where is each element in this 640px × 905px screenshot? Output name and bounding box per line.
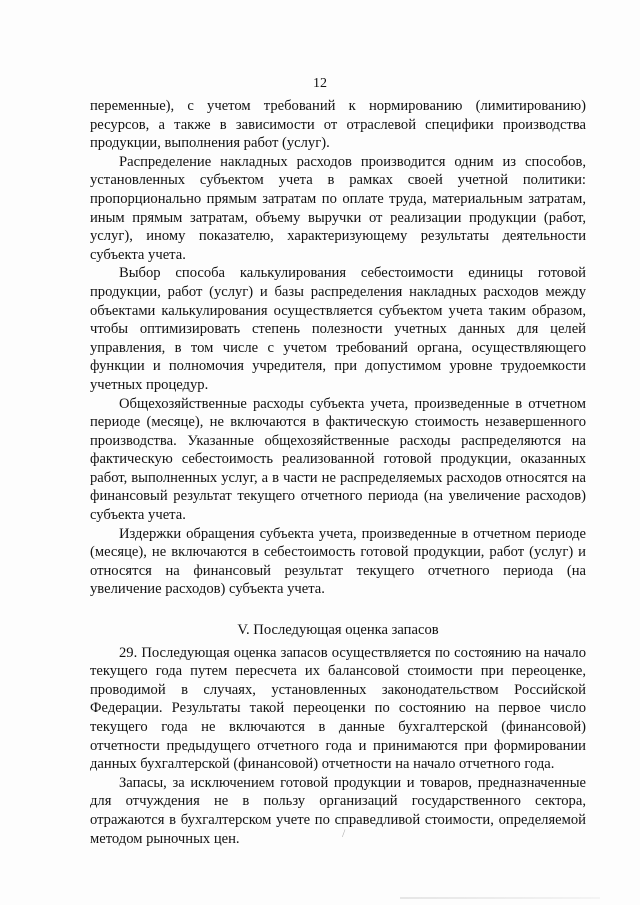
scan-edge-divider bbox=[400, 897, 600, 899]
paragraph-continuation: переменные), с учетом требований к нормированию (лимитированию) ресурсов, а также в зависимости от отраслевой специфики производства продукции, выполнения работ (услуг). bbox=[90, 98, 586, 152]
scan-mark: / bbox=[342, 826, 346, 840]
page-number: 12 bbox=[313, 76, 327, 91]
paragraph-item-29: 29. Последующая оценка запасов осуществляется по состоянию на начало текущего года путем пересчета их балансовой стоимости при переоценке, проводимой в случаях, установленных законодательством Российской Федерации. Результаты такой переоценки по состоянию на первое число текущего года не включаются в данные бухгалтерской (финансовой) отчетности предыдущего отчетного года и принимаются при формировании данных бухгалтерской (финансовой) отчетности на начало отчетного года. bbox=[90, 644, 586, 773]
paragraph-overhead-distribution: Распределение накладных расходов производится одним из способов, установленных субъектом учета в рамках своей учетной политики: пропорционально прямым затратам по оплате труда, материальным затратам, иным прямым затратам, объему выручки от реализации продукции (работ, услуг), иному показателю, характеризующему результаты деятельности субъекта учета. bbox=[90, 153, 586, 263]
section-heading: V. Последующая оценка запасов bbox=[237, 622, 439, 639]
document-body bbox=[90, 97, 586, 848]
paragraph-inventory-fair-value: Запасы, за исключением готовой продукции и товаров, предназначенные для отчуждения не в пользу организаций государственного сектора, отражаются в бухгалтерском учете по справедливой стоимости, определяемой методом рыночных цен. bbox=[90, 774, 586, 847]
paragraph-general-expenses: Общехозяйственные расходы субъекта учета, произведенные в отчетном периоде (месяце), не включаются в фактическую стоимость незавершенного производства. Указанные общехозяйственные расходы распределяются на фактическую себестоимость реализованной готовой продукции, оказанных работ, выполненных услуг, а в части не распределяемых расходов относятся на финансовый результат текущего отчетного периода (на увеличение расходов) субъекта учета. bbox=[90, 395, 586, 524]
paragraph-costing-method: Выбор способа калькулирования себестоимости единицы готовой продукции, работ (услуг) и базы распределения накладных расходов между объектами калькулирования осуществляется субъектом учета таким образом, чтобы оптимизировать степень полезности учетных данных для целей управления, в том числе с учетом требований органа, осуществляющего функции и полномочия учредителя, при допустимом уровне трудоемкости учетных процедур. bbox=[90, 265, 586, 393]
paragraph-distribution-costs: Издержки обращения субъекта учета, произведенные в отчетном периоде (месяце), не включаются в себестоимость готовой продукции, работ (услуг) и относятся на финансовый результат текущего отчетного периода (на увеличение расходов) субъекта учета. bbox=[90, 525, 586, 598]
